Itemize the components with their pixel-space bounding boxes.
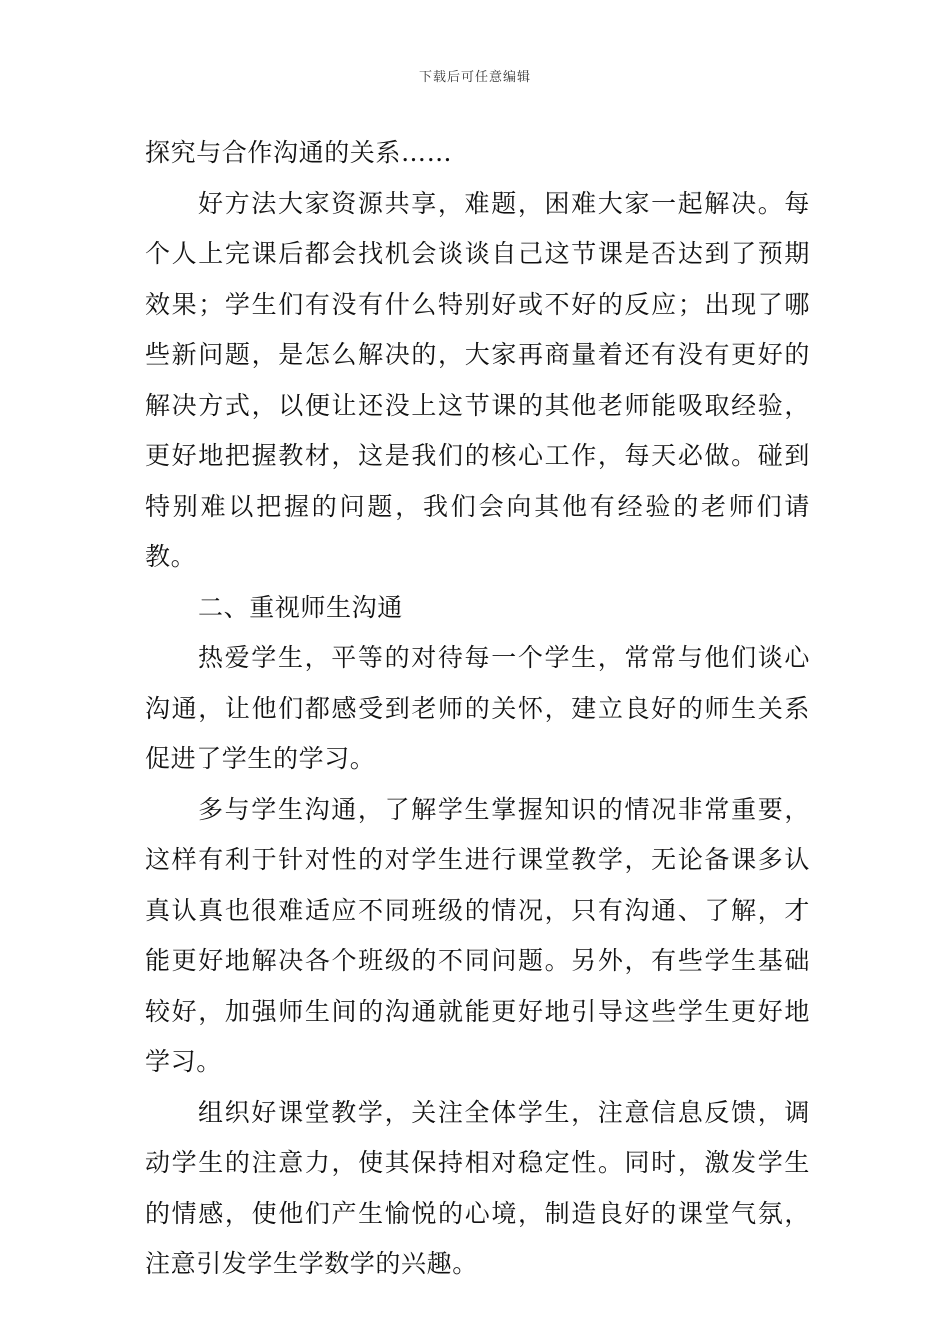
paragraph-continuation: 探究与合作沟通的关系……	[145, 138, 453, 167]
paragraph-classroom-organization: 组织好课堂教学，关注全体学生，注意信息反馈，调动学生的注意力，使其保持相对稳定性。同时，激发学生的情感，使他们产生愉悦的心境，制造良好的课堂气氛，注意引发学生学数学的兴趣。	[145, 1097, 810, 1278]
paragraph-resource-sharing: 好方法大家资源共享，难题，困难大家一起解决。每个人上完课后都会找机会谈谈自己这节课是否达到了预期效果；学生们有没有什么特别好或不好的反应；出现了哪些新问题，是怎么解决的，大家再商量着还有没有更好的解决方式，以便让还没上这节课的其他老师能吸取经验，更好地把握教材，这是我们的核心工作，每天必做。碰到特别难以把握的问题，我们会向其他有经验的老师们请教。	[145, 188, 810, 571]
section-heading-teacher-student-communication: 二、重视师生沟通	[198, 592, 403, 622]
document-body	[145, 128, 810, 1290]
page-header: 下载后可任意编辑	[418, 70, 531, 85]
paragraph-communicate-with-students: 多与学生沟通，了解学生掌握知识的情况非常重要，这样有利于针对性的对学生进行课堂教学，无论备课多认真认真也很难适应不同班级的情况，只有沟通、了解，才能更好地解决各个班级的不同问题。另外，有些学生基础较好，加强师生间的沟通就能更好地引导这些学生更好地学习。	[145, 794, 810, 1076]
paragraph-love-students: 热爱学生，平等的对待每一个学生，常常与他们谈心沟通，让他们都感受到老师的关怀，建立良好的师生关系促进了学生的学习。	[145, 643, 810, 773]
